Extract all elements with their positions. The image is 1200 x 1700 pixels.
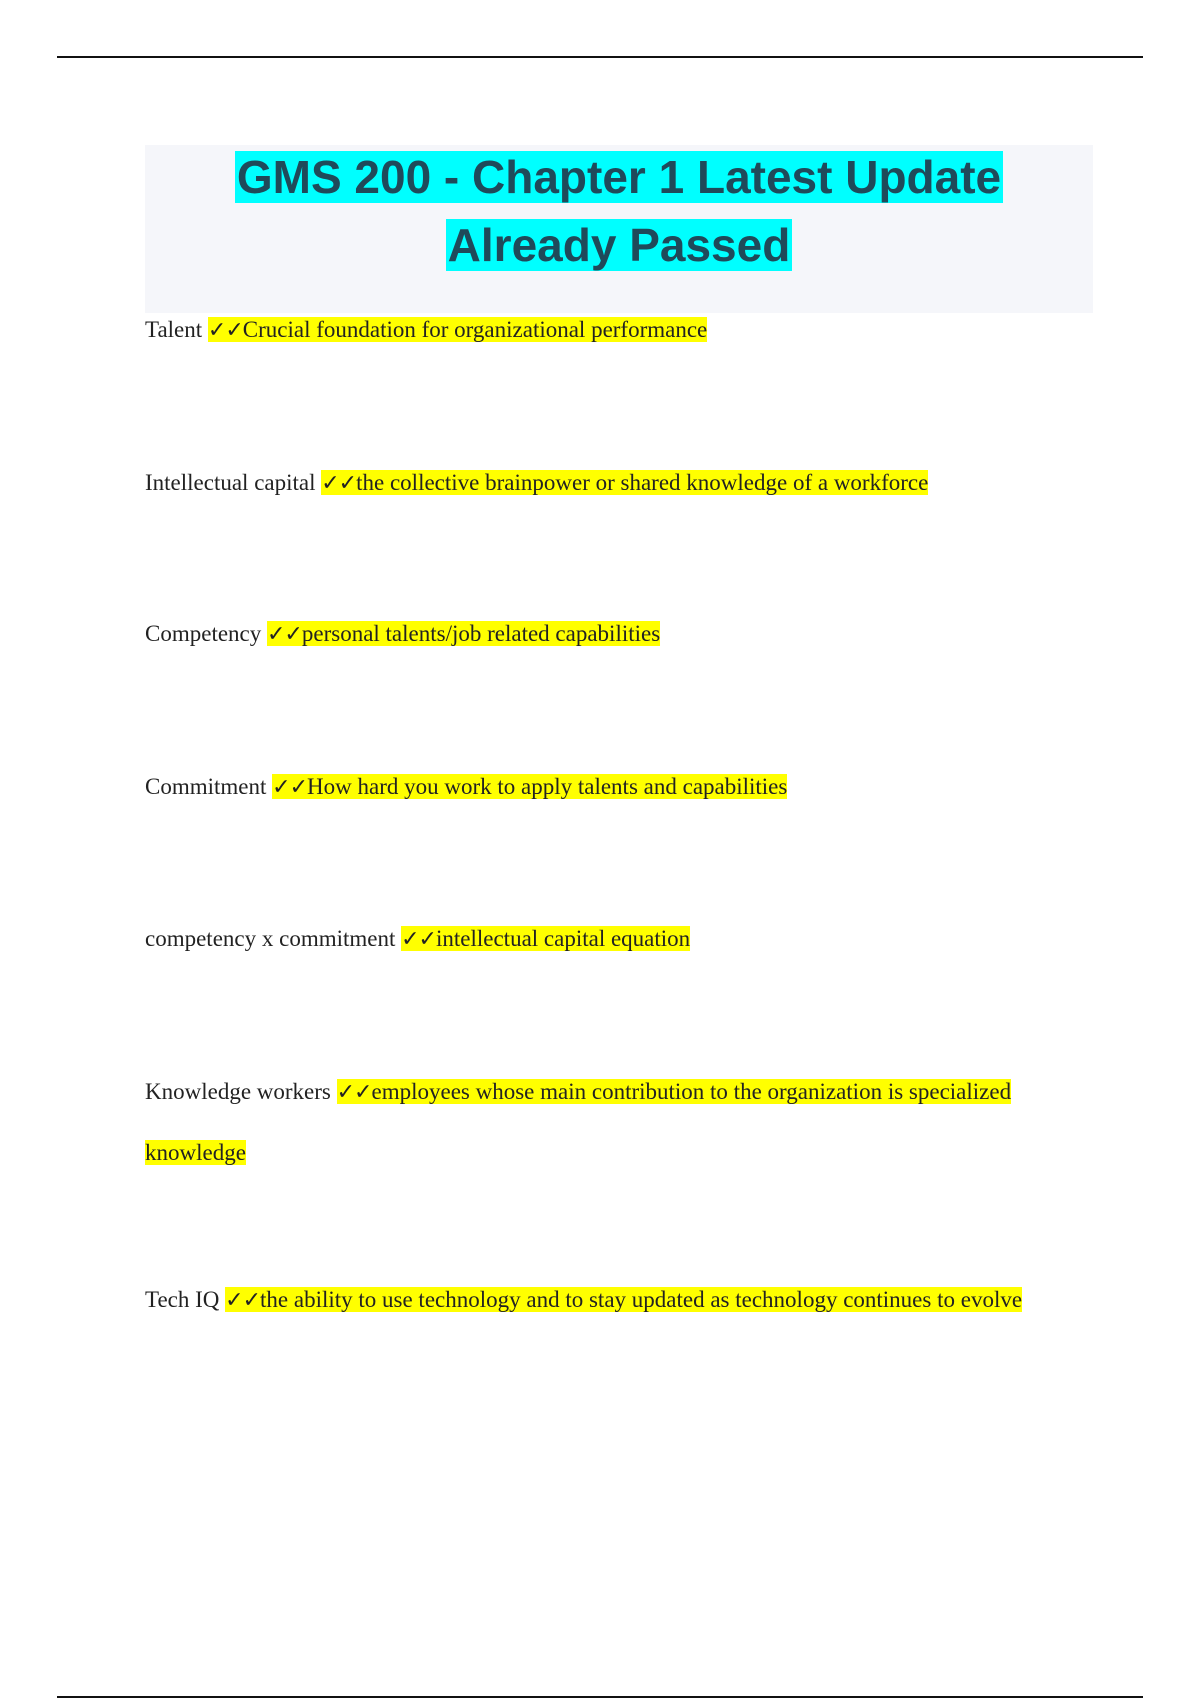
check-icon: ✓✓ [207, 318, 243, 343]
entry-competency-x-commitment [145, 909, 1085, 970]
check-icon: ✓✓ [272, 775, 308, 800]
entry-term: Tech IQ [145, 1287, 220, 1312]
entry-definition: intellectual capital equation [436, 926, 691, 951]
entry-answer [208, 317, 707, 342]
entry-term: Talent [145, 317, 203, 342]
check-icon: ✓✓ [336, 1080, 372, 1105]
entry-answer [401, 926, 690, 951]
entry-commitment [145, 757, 1085, 818]
entry-tech-iq [145, 1270, 1085, 1331]
entry-answer [272, 774, 787, 799]
entry-term: Competency [145, 621, 262, 646]
check-icon: ✓✓ [321, 471, 357, 496]
entry-definition: How hard you work to apply talents and capabilities [307, 774, 788, 799]
entry-answer [321, 470, 928, 495]
check-icon: ✓✓ [401, 927, 436, 952]
entry-answer [267, 621, 660, 646]
entry-answer [225, 1287, 1022, 1312]
entry-definition: the collective brainpower or shared knowledge of a workforce [356, 470, 929, 495]
entry-definition: the ability to use technology and to stay updated as technology continues to evolve [260, 1287, 1023, 1312]
check-icon: ✓✓ [267, 622, 302, 647]
entry-competency [145, 604, 1085, 665]
check-icon: ✓✓ [225, 1288, 261, 1313]
top-rule [57, 56, 1143, 58]
entry-talent [145, 300, 1085, 361]
entry-intellectual-capital [145, 453, 1085, 514]
page-title-line-1: GMS 200 - Chapter 1 Latest Update [236, 151, 1002, 203]
entry-term: Intellectual capital [145, 470, 316, 495]
entry-definition: Crucial foundation for organizational performance [242, 317, 708, 342]
page-title-line-2: Already Passed [447, 219, 791, 271]
entry-term: Knowledge workers [145, 1079, 331, 1104]
entry-knowledge-workers [145, 1062, 1085, 1183]
entry-term: competency x commitment [145, 926, 396, 951]
entry-definition: employees whose main contribution to the organization is specialized knowledge [145, 1079, 1012, 1165]
entry-definition: personal talents/job related capabilities [301, 621, 661, 646]
title-banner [145, 145, 1093, 313]
bottom-rule [57, 1696, 1143, 1698]
entry-term: Commitment [145, 774, 267, 799]
